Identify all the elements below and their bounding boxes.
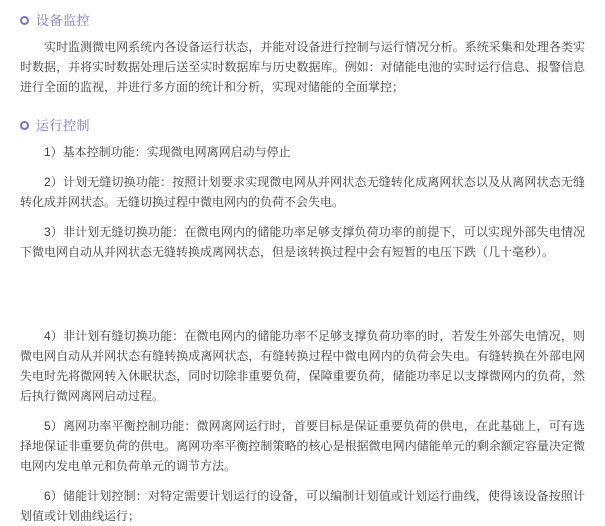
section-heading-device-monitoring [20, 14, 585, 27]
paragraph: 4）非计划有缝切换功能：在微电网内的储能功率不足够支撑负荷功率的时，若发生外部失电情况，则微电网自动从并网状态有缝转换成离网状态，有缝转换过程中微电网内的负荷会失电。有缝转换在外部电网失电时先将微网转入休眠状态，同时切除非重要负荷，保障重要负荷，储能功率足以支撑微网内的负荷，然后执行微网离网启动过程。 [20, 329, 585, 403]
circle-bullet-icon [20, 121, 29, 130]
paragraph-spacer [20, 272, 585, 326]
section-title: 运行控制 [36, 118, 91, 133]
paragraph: 3）非计划无缝切换功能：在微电网内的储能功率足够支撑负荷功率的前提下，可以实现外部失电情况下微电网自动从并网状态无缝转换成离网状态，但是该转换过程中会有短暂的电压下跌（几十毫秒）。 [20, 225, 585, 259]
section-heading-operation-control [20, 119, 585, 132]
section-title: 设备监控 [36, 13, 91, 28]
paragraph: 2）计划无缝切换功能：按照计划要求实现微电网从并网状态无缝转化成离网状态以及从离网状态无缝转化成并网状态。无缝切换过程中微电网内的负荷不会失电。 [20, 175, 585, 209]
paragraph: 1）基本控制功能：实现微电网离网启动与停止 [44, 145, 291, 159]
paragraph: 实时监测微电网系统内各设备运行状态，并能对设备进行控制与运行情况分析。系统采集和处理各类实时数据，并将实时数据处理后送至实时数据库与历史数据库。例如：对储能电池的实时运行信息、报警信息进行全面的监视，并进行多方面的统计和分析，实现对储能的全面掌控； [20, 40, 585, 94]
circle-bullet-icon [20, 16, 29, 25]
paragraph: 5）离网功率平衡控制功能：微网离网运行时，首要目标是保证重要负荷的供电，在此基础上，可有选择地保证非重要负荷的供电。离网功率平衡控制策略的核心是根据微电网内储能单元的剩余额定容量决定微电网内发电单元和负荷单元的调节方法。 [20, 419, 585, 473]
paragraph: 6）储能计划控制：对特定需要计划运行的设备，可以编制计划值或计划运行曲线，使得该设备按照计划值或计划曲线运行； [20, 489, 585, 523]
